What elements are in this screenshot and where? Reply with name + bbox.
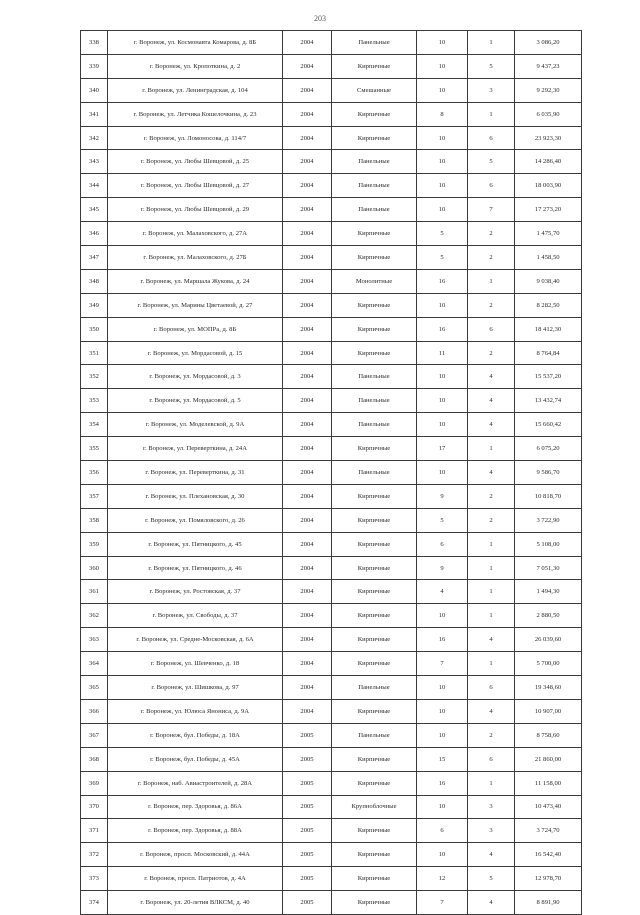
entrances-cell: 2 xyxy=(468,508,515,532)
row-number-cell: 370 xyxy=(81,795,108,819)
entrances-cell: 7 xyxy=(468,198,515,222)
floors-cell: 5 xyxy=(417,246,468,270)
year-cell: 2004 xyxy=(283,699,332,723)
row-number-cell: 341 xyxy=(81,102,108,126)
entrances-cell: 4 xyxy=(468,365,515,389)
year-cell: 2005 xyxy=(283,771,332,795)
floors-cell: 10 xyxy=(417,843,468,867)
table-row xyxy=(81,843,582,867)
table-row xyxy=(81,699,582,723)
entrances-cell: 1 xyxy=(468,580,515,604)
wall-material-cell: Панельные xyxy=(332,676,417,700)
floors-cell: 16 xyxy=(417,771,468,795)
area-cell: 15 537,20 xyxy=(515,365,582,389)
table-row xyxy=(81,484,582,508)
year-cell: 2004 xyxy=(283,461,332,485)
floors-cell: 11 xyxy=(417,341,468,365)
table-row xyxy=(81,580,582,604)
entrances-cell: 4 xyxy=(468,699,515,723)
table-row xyxy=(81,795,582,819)
wall-material-cell: Смешанные xyxy=(332,78,417,102)
year-cell: 2004 xyxy=(283,484,332,508)
address-cell: г. Воронеж, наб. Авиастроителей, д. 28А xyxy=(108,771,283,795)
wall-material-cell: Кирпичные xyxy=(332,628,417,652)
floors-cell: 10 xyxy=(417,795,468,819)
address-cell: г. Воронеж, ул. Ростовская, д. 37 xyxy=(108,580,283,604)
address-cell: г. Воронеж, ул. Летчика Кошелочкина, д. 23 xyxy=(108,102,283,126)
wall-material-cell: Кирпичные xyxy=(332,843,417,867)
address-cell: г. Воронеж, ул. Средне-Московская, д. 6А xyxy=(108,628,283,652)
table-row xyxy=(81,532,582,556)
area-cell: 6 075,20 xyxy=(515,437,582,461)
wall-material-cell: Кирпичные xyxy=(332,437,417,461)
address-cell: г. Воронеж, ул. Шевченко, д. 18 xyxy=(108,652,283,676)
wall-material-cell: Кирпичные xyxy=(332,867,417,891)
entrances-cell: 3 xyxy=(468,819,515,843)
address-cell: г. Воронеж, ул. Любы Шевцовой, д. 29 xyxy=(108,198,283,222)
table-row xyxy=(81,78,582,102)
wall-material-cell: Кирпичные xyxy=(332,532,417,556)
floors-cell: 10 xyxy=(417,174,468,198)
wall-material-cell: Кирпичные xyxy=(332,126,417,150)
year-cell: 2005 xyxy=(283,867,332,891)
floors-cell: 4 xyxy=(417,580,468,604)
area-cell: 10 907,00 xyxy=(515,699,582,723)
area-cell: 3 724,70 xyxy=(515,819,582,843)
wall-material-cell: Панельные xyxy=(332,389,417,413)
area-cell: 5 108,00 xyxy=(515,532,582,556)
area-cell: 9 586,70 xyxy=(515,461,582,485)
entrances-cell: 1 xyxy=(468,532,515,556)
table-row xyxy=(81,819,582,843)
year-cell: 2004 xyxy=(283,580,332,604)
row-number-cell: 362 xyxy=(81,604,108,628)
year-cell: 2005 xyxy=(283,891,332,915)
table-row xyxy=(81,508,582,532)
row-number-cell: 342 xyxy=(81,126,108,150)
area-cell: 8 764,84 xyxy=(515,341,582,365)
address-cell: г. Воронеж, ул. Переверткина, д. 31 xyxy=(108,461,283,485)
floors-cell: 10 xyxy=(417,604,468,628)
floors-cell: 12 xyxy=(417,867,468,891)
wall-material-cell: Крупноблочные xyxy=(332,795,417,819)
address-cell: г. Воронеж, пер. Здоровья, д. 86А xyxy=(108,795,283,819)
wall-material-cell: Кирпичные xyxy=(332,699,417,723)
entrances-cell: 4 xyxy=(468,891,515,915)
row-number-cell: 356 xyxy=(81,461,108,485)
area-cell: 13 432,74 xyxy=(515,389,582,413)
wall-material-cell: Панельные xyxy=(332,150,417,174)
area-cell: 1 494,30 xyxy=(515,580,582,604)
address-cell: г. Воронеж, ул. Переверткина, д. 24А xyxy=(108,437,283,461)
year-cell: 2004 xyxy=(283,269,332,293)
year-cell: 2004 xyxy=(283,508,332,532)
entrances-cell: 6 xyxy=(468,174,515,198)
entrances-cell: 3 xyxy=(468,78,515,102)
wall-material-cell: Кирпичные xyxy=(332,891,417,915)
address-cell: г. Воронеж, ул. Космонавта Комарова, д. 8Б xyxy=(108,31,283,55)
entrances-cell: 1 xyxy=(468,102,515,126)
wall-material-cell: Кирпичные xyxy=(332,222,417,246)
floors-cell: 10 xyxy=(417,699,468,723)
year-cell: 2004 xyxy=(283,365,332,389)
wall-material-cell: Панельные xyxy=(332,461,417,485)
area-cell: 2 880,50 xyxy=(515,604,582,628)
wall-material-cell: Кирпичные xyxy=(332,317,417,341)
row-number-cell: 345 xyxy=(81,198,108,222)
table-row xyxy=(81,54,582,78)
floors-cell: 10 xyxy=(417,389,468,413)
row-number-cell: 371 xyxy=(81,819,108,843)
area-cell: 9 437,23 xyxy=(515,54,582,78)
floors-cell: 7 xyxy=(417,652,468,676)
wall-material-cell: Кирпичные xyxy=(332,747,417,771)
row-number-cell: 374 xyxy=(81,891,108,915)
wall-material-cell: Кирпичные xyxy=(332,246,417,270)
row-number-cell: 358 xyxy=(81,508,108,532)
row-number-cell: 354 xyxy=(81,413,108,437)
address-cell: г. Воронеж, ул. Ломоносова, д. 114/7 xyxy=(108,126,283,150)
address-cell: г. Воронеж, ул. Моделевской, д. 9А xyxy=(108,413,283,437)
row-number-cell: 351 xyxy=(81,341,108,365)
wall-material-cell: Кирпичные xyxy=(332,54,417,78)
row-number-cell: 347 xyxy=(81,246,108,270)
area-cell: 3 722,90 xyxy=(515,508,582,532)
wall-material-cell: Кирпичные xyxy=(332,819,417,843)
year-cell: 2004 xyxy=(283,198,332,222)
entrances-cell: 1 xyxy=(468,437,515,461)
year-cell: 2004 xyxy=(283,604,332,628)
area-cell: 10 473,40 xyxy=(515,795,582,819)
area-cell: 9 292,30 xyxy=(515,78,582,102)
area-cell: 17 273,20 xyxy=(515,198,582,222)
row-number-cell: 369 xyxy=(81,771,108,795)
address-cell: г. Воронеж, ул. Любы Шевцовой, д. 27 xyxy=(108,174,283,198)
year-cell: 2004 xyxy=(283,437,332,461)
area-cell: 1 458,50 xyxy=(515,246,582,270)
table-row xyxy=(81,341,582,365)
wall-material-cell: Кирпичные xyxy=(332,580,417,604)
floors-cell: 8 xyxy=(417,102,468,126)
address-cell: г. Воронеж, ул. Шишкова, д. 97 xyxy=(108,676,283,700)
floors-cell: 10 xyxy=(417,150,468,174)
wall-material-cell: Панельные xyxy=(332,174,417,198)
address-cell: г. Воронеж, ул. Малаховского, д. 27Б xyxy=(108,246,283,270)
floors-cell: 10 xyxy=(417,31,468,55)
year-cell: 2004 xyxy=(283,246,332,270)
address-cell: г. Воронеж, ул. Мордасовой, д. 15 xyxy=(108,341,283,365)
area-cell: 12 978,70 xyxy=(515,867,582,891)
floors-cell: 5 xyxy=(417,222,468,246)
area-cell: 11 158,00 xyxy=(515,771,582,795)
year-cell: 2005 xyxy=(283,795,332,819)
row-number-cell: 360 xyxy=(81,556,108,580)
year-cell: 2005 xyxy=(283,843,332,867)
entrances-cell: 1 xyxy=(468,771,515,795)
year-cell: 2004 xyxy=(283,31,332,55)
address-cell: г. Воронеж, ул. Плехановская, д. 30 xyxy=(108,484,283,508)
table-body xyxy=(81,31,582,915)
address-cell: г. Воронеж, ул. Мордасовой, д. 3 xyxy=(108,365,283,389)
floors-cell: 7 xyxy=(417,891,468,915)
year-cell: 2005 xyxy=(283,819,332,843)
table-row xyxy=(81,628,582,652)
row-number-cell: 352 xyxy=(81,365,108,389)
entrances-cell: 4 xyxy=(468,628,515,652)
floors-cell: 6 xyxy=(417,819,468,843)
address-cell: г. Воронеж, ул. МОПРа, д. 8Б xyxy=(108,317,283,341)
address-cell: г. Воронеж, ул. Юлюса Янониса, д. 9А xyxy=(108,699,283,723)
year-cell: 2004 xyxy=(283,54,332,78)
area-cell: 8 282,50 xyxy=(515,293,582,317)
table-row xyxy=(81,269,582,293)
entrances-cell: 1 xyxy=(468,604,515,628)
row-number-cell: 363 xyxy=(81,628,108,652)
table-row xyxy=(81,771,582,795)
entrances-cell: 6 xyxy=(468,676,515,700)
area-cell: 21 860,00 xyxy=(515,747,582,771)
year-cell: 2004 xyxy=(283,317,332,341)
table-row xyxy=(81,389,582,413)
floors-cell: 10 xyxy=(417,413,468,437)
address-cell: г. Воронеж, ул. Пятницкого, д. 46 xyxy=(108,556,283,580)
address-cell: г. Воронеж, ул. Помяловского, д. 26 xyxy=(108,508,283,532)
year-cell: 2004 xyxy=(283,413,332,437)
year-cell: 2004 xyxy=(283,222,332,246)
wall-material-cell: Кирпичные xyxy=(332,341,417,365)
wall-material-cell: Кирпичные xyxy=(332,484,417,508)
row-number-cell: 355 xyxy=(81,437,108,461)
row-number-cell: 338 xyxy=(81,31,108,55)
year-cell: 2005 xyxy=(283,747,332,771)
entrances-cell: 2 xyxy=(468,246,515,270)
area-cell: 16 542,40 xyxy=(515,843,582,867)
wall-material-cell: Панельные xyxy=(332,413,417,437)
floors-cell: 10 xyxy=(417,365,468,389)
area-cell: 15 660,42 xyxy=(515,413,582,437)
floors-cell: 9 xyxy=(417,484,468,508)
address-cell: г. Воронеж, ул. Любы Шевцовой, д. 25 xyxy=(108,150,283,174)
table-row xyxy=(81,174,582,198)
table-row xyxy=(81,723,582,747)
entrances-cell: 3 xyxy=(468,795,515,819)
row-number-cell: 359 xyxy=(81,532,108,556)
row-number-cell: 350 xyxy=(81,317,108,341)
year-cell: 2004 xyxy=(283,556,332,580)
housing-registry-table xyxy=(80,30,582,915)
floors-cell: 17 xyxy=(417,437,468,461)
table-row xyxy=(81,365,582,389)
entrances-cell: 2 xyxy=(468,341,515,365)
floors-cell: 10 xyxy=(417,54,468,78)
row-number-cell: 361 xyxy=(81,580,108,604)
floors-cell: 10 xyxy=(417,126,468,150)
entrances-cell: 1 xyxy=(468,269,515,293)
entrances-cell: 4 xyxy=(468,389,515,413)
floors-cell: 10 xyxy=(417,78,468,102)
table-row xyxy=(81,198,582,222)
address-cell: г. Воронеж, ул. Маршала Жукова, д. 24 xyxy=(108,269,283,293)
row-number-cell: 365 xyxy=(81,676,108,700)
area-cell: 5 700,00 xyxy=(515,652,582,676)
table-row xyxy=(81,413,582,437)
year-cell: 2004 xyxy=(283,652,332,676)
area-cell: 14 286,40 xyxy=(515,150,582,174)
table-row xyxy=(81,437,582,461)
entrances-cell: 5 xyxy=(468,54,515,78)
table-row xyxy=(81,747,582,771)
wall-material-cell: Монолитные xyxy=(332,269,417,293)
table-row xyxy=(81,556,582,580)
wall-material-cell: Кирпичные xyxy=(332,556,417,580)
address-cell: г. Воронеж, просп. Московский, д. 44А xyxy=(108,843,283,867)
year-cell: 2004 xyxy=(283,676,332,700)
entrances-cell: 4 xyxy=(468,461,515,485)
wall-material-cell: Панельные xyxy=(332,723,417,747)
entrances-cell: 2 xyxy=(468,293,515,317)
year-cell: 2004 xyxy=(283,78,332,102)
wall-material-cell: Панельные xyxy=(332,198,417,222)
wall-material-cell: Кирпичные xyxy=(332,508,417,532)
entrances-cell: 2 xyxy=(468,723,515,747)
row-number-cell: 340 xyxy=(81,78,108,102)
table-row xyxy=(81,31,582,55)
year-cell: 2005 xyxy=(283,723,332,747)
year-cell: 2004 xyxy=(283,389,332,413)
row-number-cell: 372 xyxy=(81,843,108,867)
row-number-cell: 366 xyxy=(81,699,108,723)
table-row xyxy=(81,891,582,915)
wall-material-cell: Кирпичные xyxy=(332,771,417,795)
entrances-cell: 6 xyxy=(468,747,515,771)
entrances-cell: 1 xyxy=(468,652,515,676)
floors-cell: 5 xyxy=(417,508,468,532)
wall-material-cell: Панельные xyxy=(332,365,417,389)
floors-cell: 16 xyxy=(417,628,468,652)
floors-cell: 10 xyxy=(417,198,468,222)
area-cell: 7 051,30 xyxy=(515,556,582,580)
table-row xyxy=(81,102,582,126)
wall-material-cell: Кирпичные xyxy=(332,652,417,676)
row-number-cell: 357 xyxy=(81,484,108,508)
table-row xyxy=(81,293,582,317)
entrances-cell: 1 xyxy=(468,31,515,55)
area-cell: 10 818,70 xyxy=(515,484,582,508)
row-number-cell: 368 xyxy=(81,747,108,771)
table-row xyxy=(81,317,582,341)
area-cell: 6 035,90 xyxy=(515,102,582,126)
entrances-cell: 5 xyxy=(468,867,515,891)
entrances-cell: 2 xyxy=(468,222,515,246)
row-number-cell: 339 xyxy=(81,54,108,78)
floors-cell: 10 xyxy=(417,676,468,700)
floors-cell: 9 xyxy=(417,556,468,580)
area-cell: 18 003,90 xyxy=(515,174,582,198)
year-cell: 2004 xyxy=(283,150,332,174)
address-cell: г. Воронеж, ул. 20-летия ВЛКСМ, д. 40 xyxy=(108,891,283,915)
year-cell: 2004 xyxy=(283,341,332,365)
floors-cell: 16 xyxy=(417,269,468,293)
floors-cell: 10 xyxy=(417,461,468,485)
area-cell: 3 086,20 xyxy=(515,31,582,55)
year-cell: 2004 xyxy=(283,532,332,556)
table-row xyxy=(81,246,582,270)
row-number-cell: 353 xyxy=(81,389,108,413)
row-number-cell: 367 xyxy=(81,723,108,747)
area-cell: 1 475,70 xyxy=(515,222,582,246)
area-cell: 18 412,30 xyxy=(515,317,582,341)
address-cell: г. Воронеж, ул. Свободы, д. 37 xyxy=(108,604,283,628)
wall-material-cell: Панельные xyxy=(332,31,417,55)
page-number: 203 xyxy=(314,14,326,23)
entrances-cell: 1 xyxy=(468,556,515,580)
address-cell: г. Воронеж, ул. Пятницкого, д. 45 xyxy=(108,532,283,556)
year-cell: 2004 xyxy=(283,174,332,198)
year-cell: 2004 xyxy=(283,126,332,150)
address-cell: г. Воронеж, ул. Мордасовой, д. 5 xyxy=(108,389,283,413)
floors-cell: 16 xyxy=(417,317,468,341)
table-row xyxy=(81,222,582,246)
row-number-cell: 346 xyxy=(81,222,108,246)
table-row xyxy=(81,461,582,485)
year-cell: 2004 xyxy=(283,628,332,652)
row-number-cell: 364 xyxy=(81,652,108,676)
address-cell: г. Воронеж, ул. Марины Цветаевой, д. 27 xyxy=(108,293,283,317)
table-row xyxy=(81,676,582,700)
entrances-cell: 6 xyxy=(468,317,515,341)
address-cell: г. Воронеж, бул. Победы, д. 18А xyxy=(108,723,283,747)
table-row xyxy=(81,126,582,150)
area-cell: 8 758,60 xyxy=(515,723,582,747)
floors-cell: 15 xyxy=(417,747,468,771)
area-cell: 23 923,30 xyxy=(515,126,582,150)
entrances-cell: 2 xyxy=(468,484,515,508)
entrances-cell: 6 xyxy=(468,126,515,150)
area-cell: 19 348,60 xyxy=(515,676,582,700)
entrances-cell: 4 xyxy=(468,843,515,867)
entrances-cell: 4 xyxy=(468,413,515,437)
table-row xyxy=(81,867,582,891)
table-row xyxy=(81,652,582,676)
wall-material-cell: Кирпичные xyxy=(332,604,417,628)
address-cell: г. Воронеж, ул. Кропоткина, д. 2 xyxy=(108,54,283,78)
wall-material-cell: Кирпичные xyxy=(332,293,417,317)
address-cell: г. Воронеж, ул. Ленинградская, д. 104 xyxy=(108,78,283,102)
row-number-cell: 344 xyxy=(81,174,108,198)
floors-cell: 10 xyxy=(417,293,468,317)
address-cell: г. Воронеж, ул. Малаховского, д. 27А xyxy=(108,222,283,246)
row-number-cell: 343 xyxy=(81,150,108,174)
row-number-cell: 349 xyxy=(81,293,108,317)
wall-material-cell: Кирпичные xyxy=(332,102,417,126)
year-cell: 2004 xyxy=(283,102,332,126)
floors-cell: 6 xyxy=(417,532,468,556)
address-cell: г. Воронеж, пер. Здоровья, д. 88А xyxy=(108,819,283,843)
floors-cell: 10 xyxy=(417,723,468,747)
area-cell: 9 038,40 xyxy=(515,269,582,293)
table-row xyxy=(81,604,582,628)
area-cell: 26 039,60 xyxy=(515,628,582,652)
address-cell: г. Воронеж, бул. Победы, д. 45А xyxy=(108,747,283,771)
row-number-cell: 373 xyxy=(81,867,108,891)
table-row xyxy=(81,150,582,174)
entrances-cell: 5 xyxy=(468,150,515,174)
year-cell: 2004 xyxy=(283,293,332,317)
address-cell: г. Воронеж, просп. Патриотов, д. 4А xyxy=(108,867,283,891)
area-cell: 8 891,90 xyxy=(515,891,582,915)
row-number-cell: 348 xyxy=(81,269,108,293)
